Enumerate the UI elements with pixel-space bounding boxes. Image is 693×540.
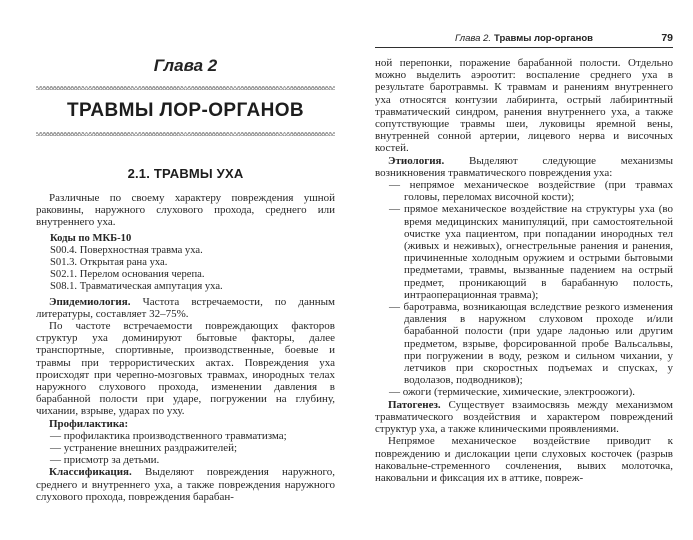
page-left (36, 0, 335, 540)
list-item: — профилактика производственного травматизма; (50, 429, 287, 442)
running-head-title (375, 33, 673, 44)
paragraph: Эпидемиология. Частота встречаемости, по данным литературы, составляет 32–75%. (36, 295, 335, 320)
running-head (375, 33, 673, 45)
paragraph: Патогенез. Существует взаимосвязь между механизмом травматического воздействия и характером повреждений структур уха, а также клиническими проявлениями. (375, 398, 673, 436)
page-right (375, 0, 673, 540)
decorative-rule-bottom (36, 132, 335, 136)
subheading: Профилактика: (49, 417, 129, 430)
list-item: — присмотр за детьми. (50, 454, 160, 467)
paragraph: По частоте встречаемости повреждающих факторов структур уха доминируют бытовые факторы, далее транспортные, спортивные, производственные, боевые и травмы при террористических актах. Повреждения уха происходят при черепно-мозговых травмах, инородных телах наружного слухового прохода, изменении давления в барабанной полости при ударе, погружении на глубину, чихании, взрыве, ударах по уху. (36, 320, 335, 418)
paragraph: ной перепонки, поражение барабанной полости. Отдельно можно выделить аэроотит: воспаление среднего уха в результате баротравмы. К травмам и ранениям внутреннего уха относятся контузии лабиринта, острый лабиринтный травматический синдром, ранения внутреннего уха, а также сопутствующие травмы шеи, луковицы яремной вены, внутренней сонной артерии, лицевого нерва и височных костей. (375, 57, 673, 155)
page-number: 79 (661, 32, 673, 44)
running-head-rule (375, 47, 673, 48)
list-item: — непрямое механическое воздействие (при травмах головы, переломах височной кости); (389, 179, 673, 204)
list-item: — прямое механическое воздействие на структуры уха (во время медицинских манипуляций, при самостоятельной очистке уха пациентом, при попадании инородных тел (живых и неживых), огнестрельные ранения и ранения, причиненные холодным оружием и острыми бытовыми предметами, травмы, вызванные падением на острый предмет, проникающий в барабанную полость, интраоперационная травма); (389, 203, 673, 301)
icd-code-line: S02.1. Перелом основания черепа. (50, 268, 205, 280)
right-page-body (375, 57, 673, 484)
icd-code-line: S08.1. Травматическая ампутация уха. (50, 280, 223, 292)
section-title: 2.1. ТРАВМЫ УХА (127, 166, 244, 181)
list-item: — баротравма, возникающая вследствие резкого изменения давления в наружном слуховом проходе и/или барабанной полости (при ударе ладонью или другим предметом, взрыве, форсированной пробе Вальсальвы, при погружении в воду, резком и сильном чихании, у летчиков при скоростных подъемах и спусках, у водолазов, подводников); (389, 301, 673, 387)
chapter-title: ТРАВМЫ ЛОР-ОРГАНОВ (66, 100, 305, 121)
icd-codes-block (36, 233, 335, 293)
list-item: — устранение внешних раздражителей; (50, 442, 238, 455)
paragraph: Непрямое механическое воздействие приводит к повреждению и дислокации цепи слуховых косточек (разрыв наковальне-стременного сочленения, вывих молоточка, наковальни и фиксация их в аттике, повреж- (375, 435, 673, 484)
paragraph: Классификация. Выделяют повреждения наружного, среднего и внутреннего уха, а также повреждения наружного слухового прохода, повреждения барабан- (36, 466, 336, 503)
running-head-chapter-title: Травмы лор-органов (494, 33, 593, 44)
left-page-body (36, 192, 335, 503)
running-head-chapter-label: Глава 2. (455, 33, 492, 44)
list-item: — ожоги (термические, химические, электроожоги). (389, 386, 635, 399)
paragraph: Различные по своему характеру повреждения ушной раковины, наружного слухового прохода, среднего или внутреннего уха. (36, 192, 335, 229)
decorative-rule-top (36, 86, 335, 90)
paragraph: Этиология. Выделяют следующие механизмы возникновения травматического повреждения уха: (375, 154, 673, 179)
chapter-label: Глава 2 (153, 56, 218, 75)
icd-code-line: S01.3. Открытая рана уха. (50, 256, 168, 268)
icd-codes-title: Коды по МКБ-10 (50, 232, 132, 244)
icd-code-line: S00.4. Поверхностная травма уха. (50, 244, 203, 256)
